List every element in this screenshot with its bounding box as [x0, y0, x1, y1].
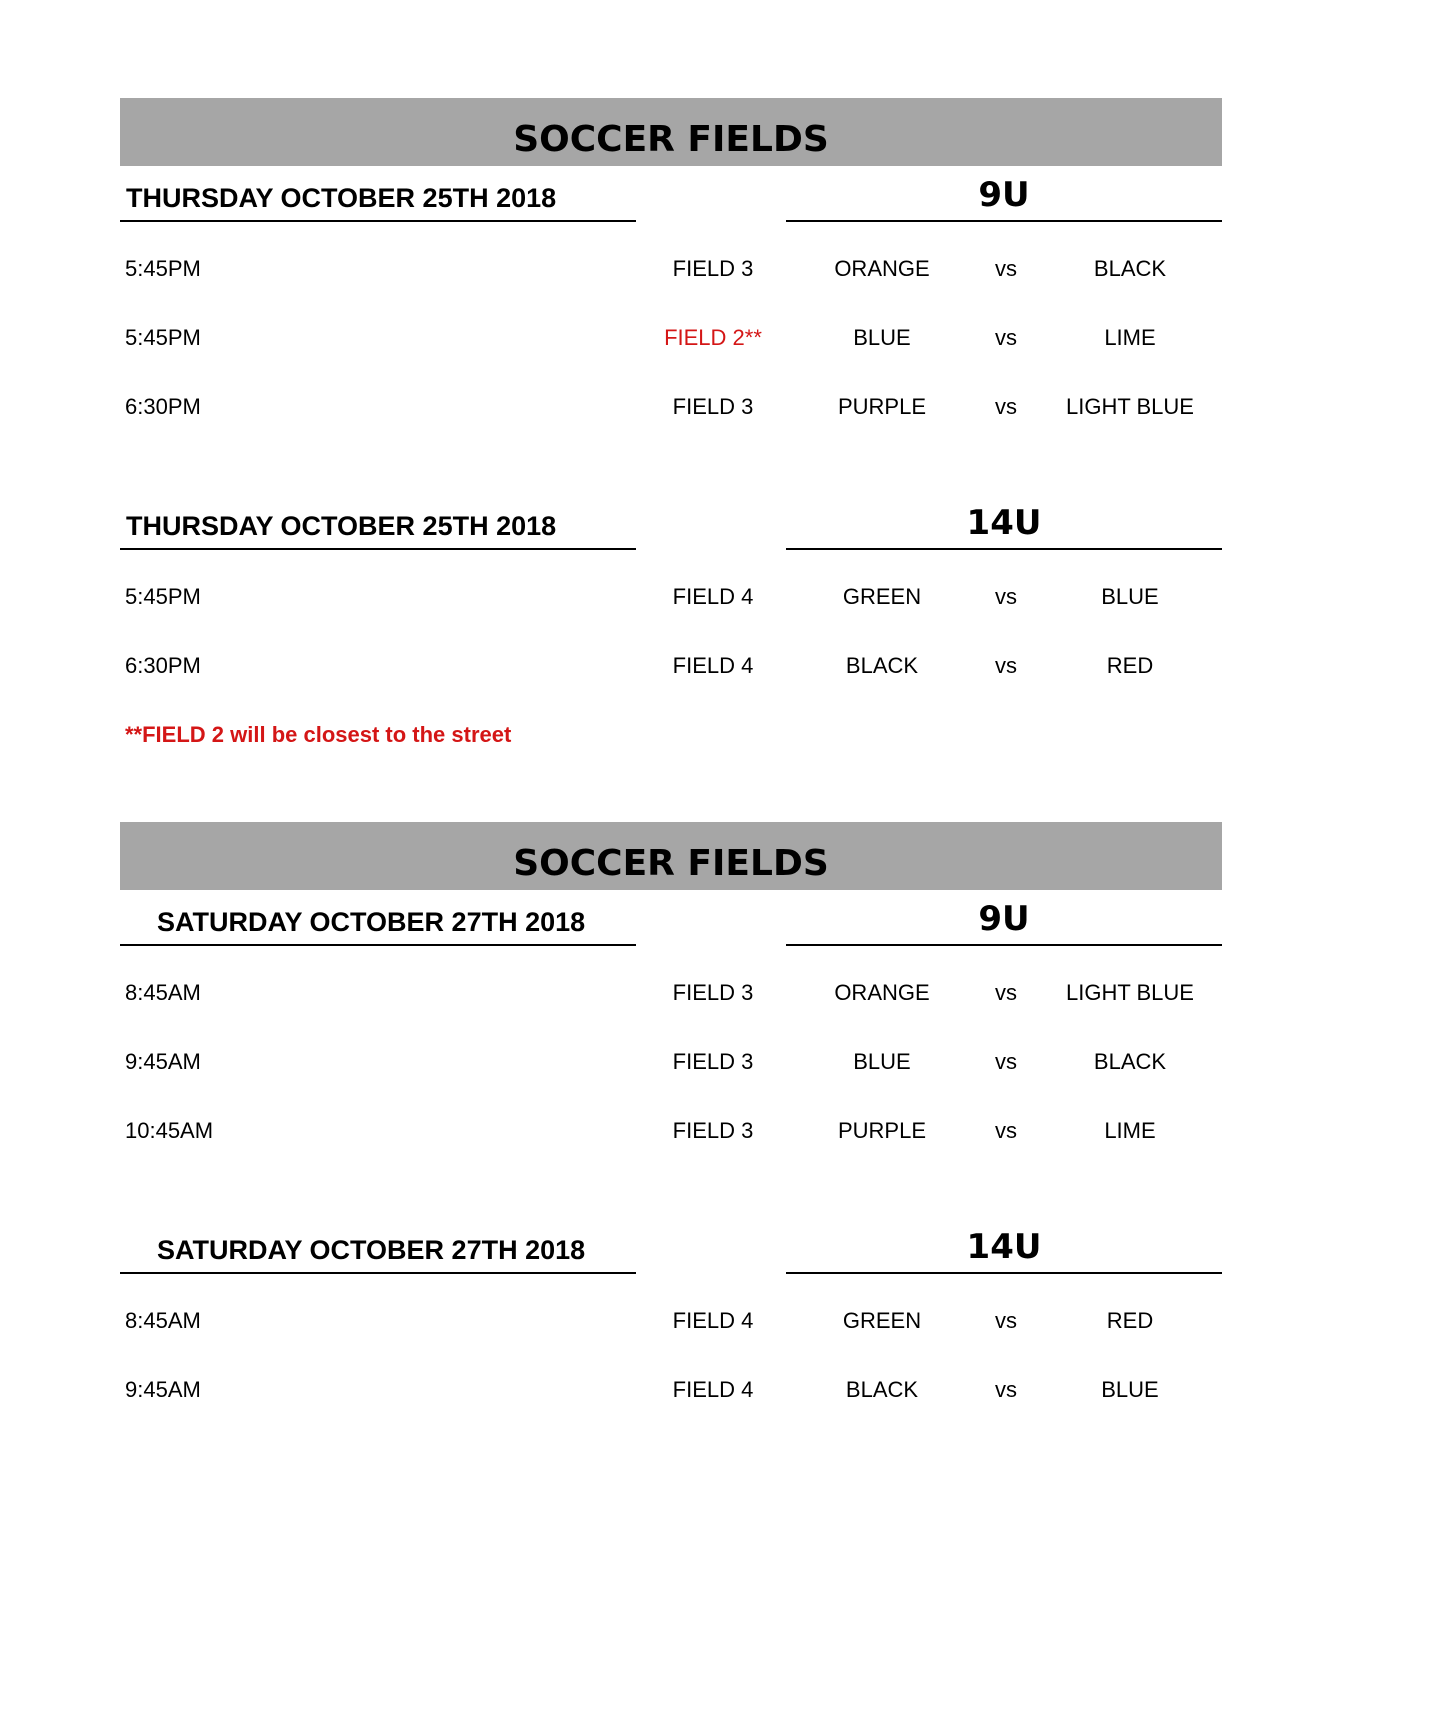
away-team: LIGHT BLUE: [1066, 980, 1194, 1005]
day-header: [120, 1220, 636, 1274]
game-time: 5:45PM: [125, 325, 201, 350]
game-row: [0, 1049, 1438, 1079]
field-note: **FIELD 2 will be closest to the street: [125, 722, 512, 747]
game-field-highlighted: FIELD 2**: [664, 325, 762, 350]
away-team: LIGHT BLUE: [1066, 394, 1194, 419]
day-label: SATURDAY OCTOBER 27TH 2018: [157, 907, 586, 937]
game-row: [0, 584, 1438, 614]
away-team: BLUE: [1101, 1377, 1159, 1402]
division-label: 14U: [966, 503, 1042, 543]
game-row: [0, 1118, 1438, 1148]
division-label: 14U: [966, 1227, 1042, 1267]
division-header: [786, 890, 1222, 946]
vs-label: vs: [995, 653, 1017, 678]
away-team: BLACK: [1093, 256, 1167, 281]
game-row: [0, 653, 1438, 683]
game-field: FIELD 4: [672, 584, 754, 609]
away-team: LIME: [1104, 1118, 1156, 1143]
game-time: 10:45AM: [125, 1118, 214, 1143]
day-label: THURSDAY OCTOBER 25TH 2018: [126, 183, 557, 213]
game-row: [0, 256, 1438, 286]
home-team: BLUE: [853, 1049, 911, 1074]
division-header: [786, 1218, 1222, 1274]
vs-label: vs: [995, 256, 1017, 281]
day-label: SATURDAY OCTOBER 27TH 2018: [157, 1235, 586, 1265]
game-time: 9:45AM: [125, 1049, 201, 1074]
game-time: 5:45PM: [125, 256, 201, 281]
banner-title: SOCCER FIELDS: [513, 119, 829, 160]
division-label: 9U: [978, 175, 1030, 215]
home-team: BLACK: [845, 653, 919, 678]
division-header: [786, 166, 1222, 222]
day-label: THURSDAY OCTOBER 25TH 2018: [126, 511, 557, 541]
game-field: FIELD 3: [672, 980, 754, 1005]
game-row: [0, 1308, 1438, 1338]
away-team: BLUE: [1101, 584, 1159, 609]
home-team: BLACK: [845, 1377, 919, 1402]
away-team: RED: [1106, 653, 1154, 678]
game-field: FIELD 4: [672, 1377, 754, 1402]
game-time: 6:30PM: [125, 653, 201, 678]
vs-label: vs: [995, 1049, 1017, 1074]
home-team: BLUE: [853, 325, 911, 350]
away-team: BLACK: [1093, 1049, 1167, 1074]
home-team: PURPLE: [837, 394, 927, 419]
day-header: [120, 892, 636, 946]
day-header: [120, 168, 636, 222]
game-field: FIELD 3: [672, 1049, 754, 1074]
vs-label: vs: [995, 584, 1017, 609]
vs-label: vs: [995, 1308, 1017, 1333]
game-time: 8:45AM: [125, 1308, 201, 1333]
vs-label: vs: [995, 1118, 1017, 1143]
vs-label: vs: [995, 1377, 1017, 1402]
game-row: [0, 325, 1438, 355]
division-label: 9U: [978, 899, 1030, 939]
game-field: FIELD 3: [672, 394, 754, 419]
home-team: PURPLE: [837, 1118, 927, 1143]
home-team: GREEN: [842, 584, 922, 609]
game-time: 8:45AM: [125, 980, 201, 1005]
game-field: FIELD 4: [672, 653, 754, 678]
away-team: LIME: [1104, 325, 1156, 350]
home-team: ORANGE: [834, 256, 930, 281]
vs-label: vs: [995, 325, 1017, 350]
day-header: [120, 496, 636, 550]
game-row: [0, 394, 1438, 424]
banner-title: SOCCER FIELDS: [513, 843, 829, 884]
home-team: ORANGE: [834, 980, 930, 1005]
game-time: 9:45AM: [125, 1377, 201, 1402]
game-field: FIELD 4: [672, 1308, 754, 1333]
section-banner: [120, 822, 1222, 890]
vs-label: vs: [995, 980, 1017, 1005]
home-team: GREEN: [842, 1308, 922, 1333]
game-field: FIELD 3: [672, 256, 754, 281]
game-time: 5:45PM: [125, 584, 201, 609]
game-row: [0, 980, 1438, 1010]
section-banner: [120, 98, 1222, 166]
game-row: [0, 1377, 1438, 1407]
away-team: RED: [1106, 1308, 1154, 1333]
game-time: 6:30PM: [125, 394, 201, 419]
vs-label: vs: [995, 394, 1017, 419]
game-field: FIELD 3: [672, 1118, 754, 1143]
division-header: [786, 494, 1222, 550]
